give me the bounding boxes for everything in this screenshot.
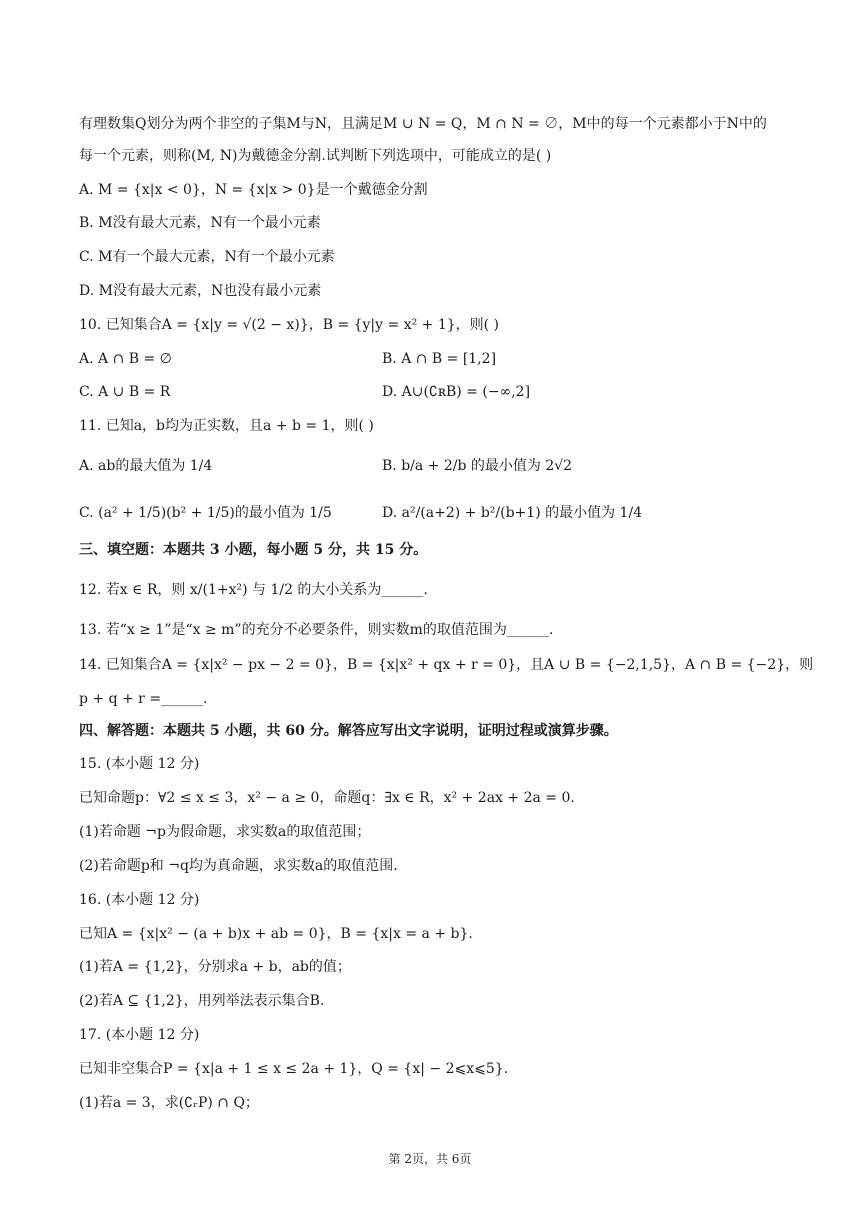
q16-stem: 已知A = {x|x² − (a + b)x + ab = 0}，B = {x|x = a + b}. [79, 926, 473, 942]
q10-option-c: C. A ∪ B = R [79, 384, 171, 400]
q9-option-c: C. M有一个最大元素，N有一个最小元素 [79, 249, 335, 265]
q9-option-b: B. M没有最大元素，N有一个最小元素 [79, 215, 321, 231]
q12: 12. 若x ∈ R，则 x/(1+x²) 与 1/2 的大小关系为______. [79, 582, 428, 598]
q15-header: 15. (本小题 12 分) [79, 756, 200, 772]
q16-header: 16. (本小题 12 分) [79, 892, 200, 908]
q15-stem: 已知命题p：∀2 ≤ x ≤ 3，x² − a ≥ 0，命题q：∃x ∈ R，x² + 2ax + 2a = 0. [79, 790, 575, 806]
q11-option-b: B. b/a + 2/b 的最小值为 2√2 [382, 458, 573, 474]
q9-stem-line1: 有理数集Q划分为两个非空的子集M与N，且满足M ∪ N = Q，M ∩ N = ∅，M中的每一个元素都小于N中的 [79, 116, 767, 132]
q15-part1: (1)若命题 ¬p为假命题，求实数a的取值范围； [79, 824, 371, 840]
q14-line1: 14. 已知集合A = {x|x² − px − 2 = 0}，B = {x|x² + qx + r = 0}，且A ∪ B = {−2,1,5}，A ∩ B = {−2}，则 [79, 657, 814, 673]
q10-option-d: D. A∪(∁ʀB) = (−∞,2] [382, 384, 531, 400]
page-footer: 第 2页，共 6页 [388, 1152, 472, 1166]
section-answer-heading: 四、解答题：本题共 5 小题，共 60 分。解答应写出文字说明，证明过程或演算步骤。 [79, 723, 618, 739]
q16-part1: (1)若A = {1,2}，分别求a + b，ab的值； [79, 959, 351, 975]
q13: 13. 若“x ≥ 1”是“x ≥ m”的充分不必要条件，则实数m的取值范围为______. [79, 622, 554, 638]
q11-option-c: C. (a² + 1/5)(b² + 1/5)的最小值为 1/5 [79, 505, 332, 521]
q17-stem: 已知非空集合P = {x|a + 1 ≤ x ≤ 2a + 1}，Q = {x| − 2⩽x⩽5}. [79, 1061, 509, 1077]
section-fill-blank-heading: 三、填空题：本题共 3 小题，每小题 5 分，共 15 分。 [79, 542, 428, 558]
q17-header: 17. (本小题 12 分) [79, 1027, 200, 1043]
q16-part2: (2)若A ⊆ {1,2}，用列举法表示集合B. [79, 993, 325, 1009]
q15-part2: (2)若命题p和 ¬q均为真命题，求实数a的取值范围. [79, 858, 398, 874]
q10-option-b: B. A ∩ B = [1,2] [382, 351, 497, 367]
q14-line2: p + q + r =______. [79, 691, 208, 707]
q10-option-a: A. A ∩ B = ∅ [79, 351, 172, 367]
q11-option-d: D. a²/(a+2) + b²/(b+1) 的最小值为 1/4 [382, 505, 643, 521]
q9-option-d: D. M没有最大元素，N也没有最小元素 [79, 283, 322, 299]
q9-option-a: A. M = {x|x < 0}，N = {x|x > 0}是一个戴德金分割 [79, 182, 428, 198]
q11-stem: 11. 已知a，b均为正实数，且a + b = 1，则( ) [79, 418, 374, 434]
q10-stem: 10. 已知集合A = {x|y = √(2 − x)}，B = {y|y = x² + 1}，则( ) [79, 317, 500, 333]
q17-part1: (1)若a = 3，求(∁ᵣP) ∩ Q； [79, 1095, 259, 1111]
q9-stem-line2: 每一个元素，则称(M, N)为戴德金分割.试判断下列选项中，可能成立的是( ) [79, 148, 552, 164]
q11-option-a: A. ab的最大值为 1/4 [79, 458, 213, 474]
